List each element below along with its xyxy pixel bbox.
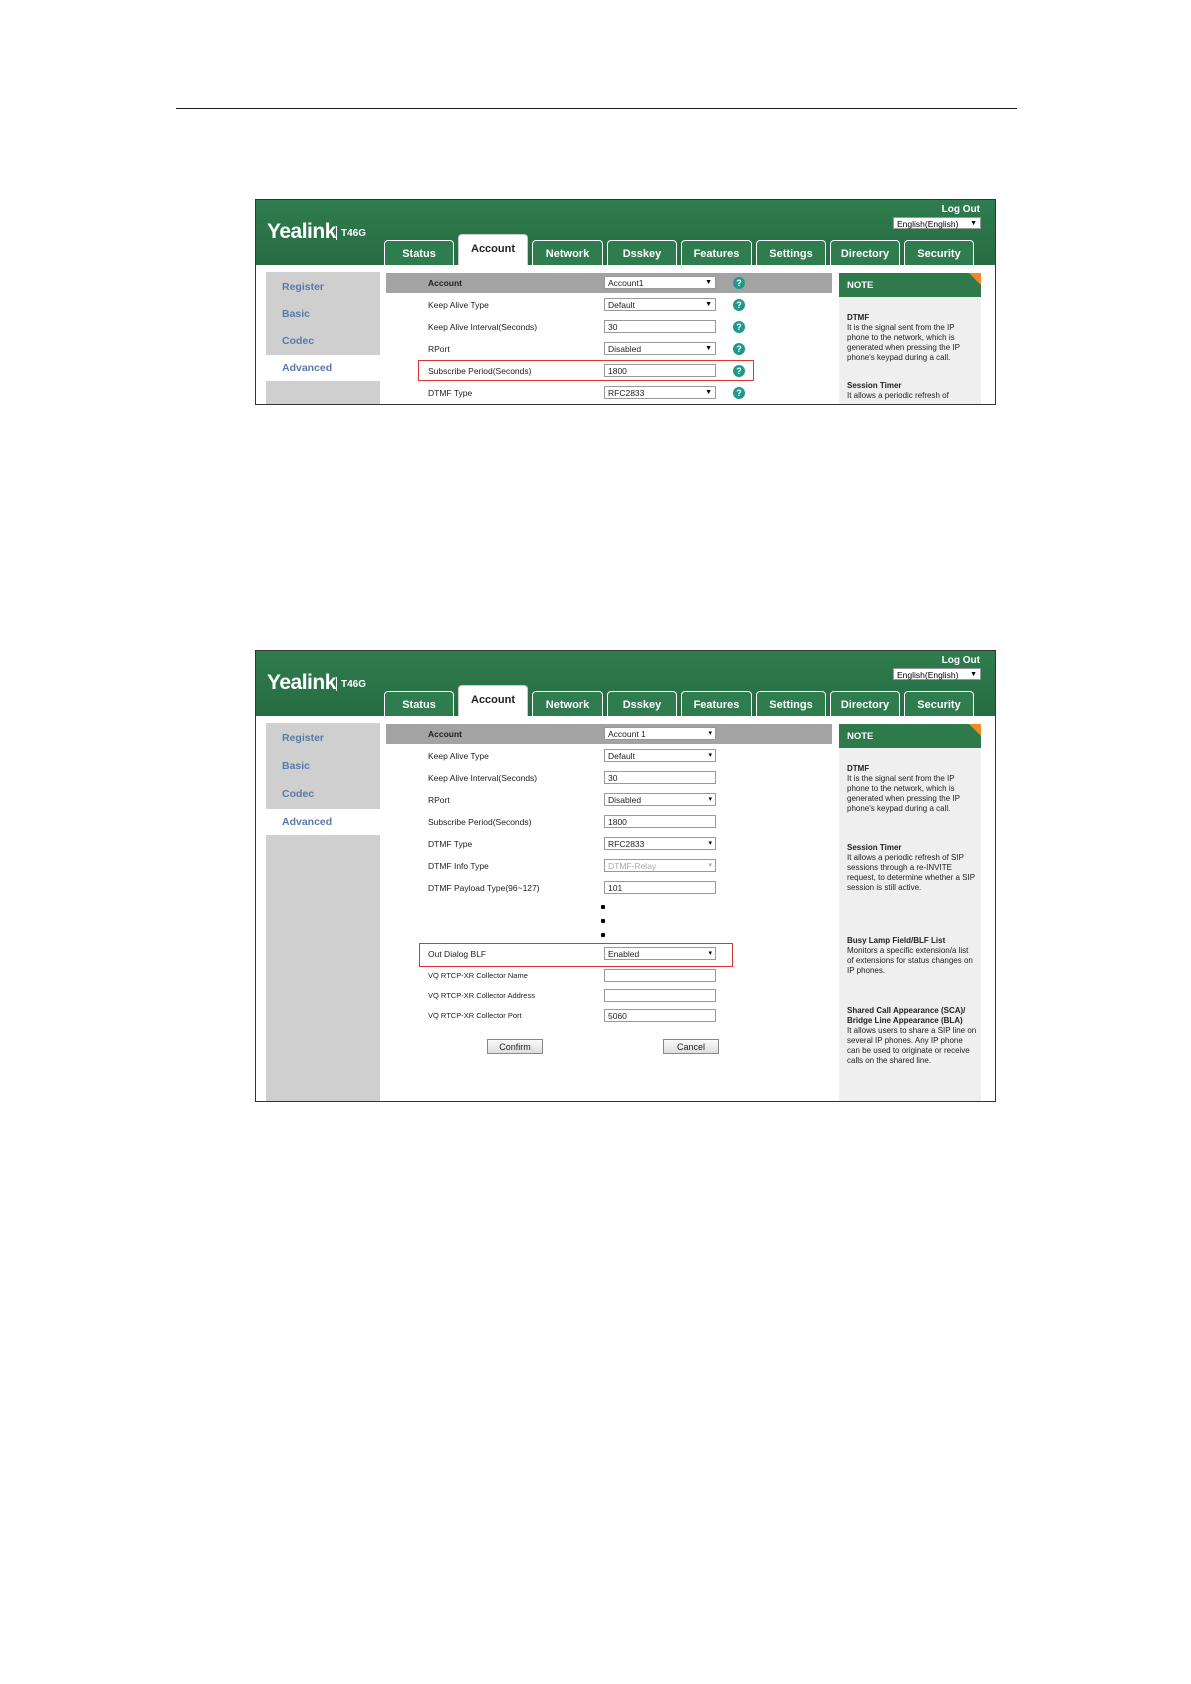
note-dtmf: [847, 764, 977, 814]
account-select[interactable]: Account1 ▼: [604, 276, 716, 289]
log-out-link[interactable]: Log Out: [941, 204, 980, 215]
help-icon[interactable]: ?: [733, 277, 745, 289]
sidebar-item-register[interactable]: Register: [282, 732, 325, 744]
chevron-down-icon: ▼: [705, 389, 712, 396]
account-row: [386, 724, 832, 744]
chevron-down-icon: ▼: [705, 345, 712, 352]
dtmf-type-row: [386, 834, 832, 854]
model-label: T46G: [336, 226, 366, 240]
highlight-box: [419, 943, 733, 967]
keep-alive-interval-input[interactable]: 30: [604, 771, 716, 784]
dtmf-info-type-select: DTMF-Relay ▾: [604, 859, 716, 872]
chevron-down-icon: ▼: [970, 220, 977, 227]
rport-row: [386, 339, 832, 359]
note-title: NOTE: [839, 273, 981, 297]
rport-select[interactable]: Disabled ▾: [604, 793, 716, 806]
chevron-down-icon: ▾: [708, 950, 712, 957]
note-panel: [839, 273, 981, 404]
dtmf-type-label: DTMF Type: [428, 388, 473, 398]
out-dialog-blf-label: Out Dialog BLF: [428, 949, 487, 959]
subscribe-period-row: [386, 812, 832, 832]
sidebar-item-codec[interactable]: Codec: [282, 335, 315, 347]
sidebar-item-advanced[interactable]: Advanced: [266, 355, 380, 381]
tab-directory[interactable]: Directory: [830, 691, 900, 716]
rport-label: RPort: [428, 795, 450, 805]
help-icon[interactable]: ?: [733, 343, 745, 355]
help-icon[interactable]: ?: [733, 321, 745, 333]
keep-alive-type-label: Keep Alive Type: [428, 300, 489, 310]
note-session-text: It allows a periodic refresh of: [847, 391, 949, 400]
log-out-link[interactable]: Log Out: [941, 655, 980, 666]
note-dtmf-text: It is the signal sent from the IP phone to the network, which is generated when pressing the IP phone's keypad during a call.: [847, 323, 960, 362]
note-dtmf-title: DTMF: [847, 764, 870, 773]
top-bar: [256, 651, 995, 716]
note-session-text: It allows a periodic refresh of SIP sessions through a re-INVITE request, to determine whether a SIP session is still active.: [847, 853, 975, 892]
note-dtmf-text: It is the signal sent from the IP phone to the network, which is generated when pressing the IP phone's keypad during a call.: [847, 774, 960, 813]
yealink-logo: Yealink: [267, 671, 336, 694]
help-icon[interactable]: ?: [733, 365, 745, 377]
keep-alive-interval-row: [386, 768, 832, 788]
account-label: Account: [428, 729, 462, 739]
tab-account[interactable]: Account: [458, 234, 528, 265]
tab-dsskey[interactable]: Dsskey: [607, 240, 677, 265]
rport-select[interactable]: Disabled ▼: [604, 342, 716, 355]
rport-row: [386, 790, 832, 810]
keep-alive-type-select[interactable]: Default ▾: [604, 749, 716, 762]
vq-collector-name-row: [386, 966, 832, 986]
dtmf-type-label: DTMF Type: [428, 839, 473, 849]
keep-alive-type-label: Keep Alive Type: [428, 751, 489, 761]
note-sca-text: It allows users to share a SIP line on several IP phones. Any IP phone can be used to originate or receive calls on the shared line.: [847, 1026, 977, 1065]
keep-alive-type-row: [386, 746, 832, 766]
vq-collector-address-row: [386, 986, 832, 1006]
account-row: [386, 273, 832, 293]
account-label: Account: [428, 278, 462, 288]
note-corner: [969, 724, 981, 736]
dtmf-type-select[interactable]: RFC2833 ▾: [604, 837, 716, 850]
note-session-title: Session Timer: [847, 381, 902, 390]
vq-collector-port-label: VQ RTCP-XR Collector Port: [428, 1011, 522, 1020]
tab-account[interactable]: Account: [458, 685, 528, 716]
subscribe-period-input[interactable]: 1800: [604, 815, 716, 828]
rport-label: RPort: [428, 344, 450, 354]
dtmf-info-type-row: [386, 856, 832, 876]
sidebar: [266, 723, 380, 1101]
tab-status[interactable]: Status: [384, 691, 454, 716]
cancel-button[interactable]: Cancel: [663, 1039, 719, 1054]
ellipsis-dot: [601, 933, 605, 937]
tab-security[interactable]: Security: [904, 691, 974, 716]
chevron-down-icon: ▾: [708, 840, 712, 847]
tab-settings[interactable]: Settings: [756, 240, 826, 265]
tab-dsskey[interactable]: Dsskey: [607, 691, 677, 716]
tab-features[interactable]: Features: [681, 691, 752, 716]
chevron-down-icon: ▾: [708, 730, 712, 737]
help-icon[interactable]: ?: [733, 299, 745, 311]
subscribe-period-label: Subscribe Period(Seconds): [428, 366, 532, 376]
note-corner: [969, 273, 981, 285]
vq-collector-name-label: VQ RTCP-XR Collector Name: [428, 971, 528, 980]
sidebar-item-basic[interactable]: Basic: [282, 308, 311, 320]
tab-directory[interactable]: Directory: [830, 240, 900, 265]
chevron-down-icon: ▼: [705, 301, 712, 308]
dtmf-type-select[interactable]: RFC2833 ▼: [604, 386, 716, 399]
page-header-rule: [176, 108, 1017, 109]
tab-network[interactable]: Network: [532, 240, 603, 265]
help-icon[interactable]: ?: [733, 387, 745, 399]
tab-network[interactable]: Network: [532, 691, 603, 716]
note-sca: [847, 1006, 977, 1066]
language-select[interactable]: English(English) ▼: [893, 217, 981, 229]
note-session-title: Session Timer: [847, 843, 902, 852]
keep-alive-type-select[interactable]: Default ▼: [604, 298, 716, 311]
note-session: [847, 843, 977, 893]
highlight-box: [418, 360, 754, 381]
keep-alive-interval-label: Keep Alive Interval(Seconds): [428, 322, 538, 332]
dtmf-payload-type-row: [386, 878, 832, 898]
note-blf: [847, 936, 977, 976]
vq-collector-port-input[interactable]: 5060: [604, 1009, 716, 1022]
note-panel: [839, 724, 981, 1101]
note-dtmf-title: DTMF: [847, 313, 870, 322]
note-session: [847, 381, 977, 401]
tab-security[interactable]: Security: [904, 240, 974, 265]
chevron-down-icon: ▼: [705, 279, 712, 286]
language-select[interactable]: English(English) ▼: [893, 668, 981, 680]
tab-settings[interactable]: Settings: [756, 691, 826, 716]
screenshot-1: [255, 199, 996, 405]
sidebar-item-codec[interactable]: Codec: [282, 788, 315, 800]
dtmf-info-type-label: DTMF Info Type: [428, 861, 489, 871]
dtmf-payload-type-label: DTMF Payload Type(96~127): [428, 883, 540, 893]
top-bar: [256, 200, 995, 265]
screenshot-2: [255, 650, 996, 1102]
subscribe-period-label: Subscribe Period(Seconds): [428, 817, 532, 827]
chevron-down-icon: ▾: [708, 796, 712, 803]
sidebar-item-register[interactable]: Register: [282, 281, 325, 293]
vq-collector-address-input[interactable]: [604, 989, 716, 1002]
model-label: T46G: [336, 677, 366, 691]
note-title: NOTE: [839, 724, 981, 748]
ellipsis-dot: [601, 919, 605, 923]
account-select[interactable]: Account 1 ▾: [604, 727, 716, 740]
tab-status[interactable]: Status: [384, 240, 454, 265]
ellipsis-dot: [601, 905, 605, 909]
vq-collector-port-row: [386, 1006, 832, 1026]
vq-collector-name-input[interactable]: [604, 969, 716, 982]
sidebar-item-advanced[interactable]: Advanced: [266, 809, 380, 835]
sidebar-item-basic[interactable]: Basic: [282, 760, 311, 772]
note-blf-text: Monitors a specific extension/a list of extensions for status changes on IP phones.: [847, 946, 973, 975]
confirm-button[interactable]: Confirm: [487, 1039, 543, 1054]
keep-alive-type-row: [386, 295, 832, 315]
out-dialog-blf-select[interactable]: Enabled ▾: [604, 947, 716, 960]
subscribe-period-input[interactable]: 1800: [604, 364, 716, 377]
keep-alive-interval-row: [386, 317, 832, 337]
dtmf-type-row: [386, 383, 832, 403]
note-dtmf: [847, 313, 977, 363]
sidebar: [266, 272, 380, 404]
tab-features[interactable]: Features: [681, 240, 752, 265]
keep-alive-interval-label: Keep Alive Interval(Seconds): [428, 773, 538, 783]
vq-collector-address-label: VQ RTCP-XR Collector Address: [428, 991, 535, 1000]
chevron-down-icon: ▾: [708, 862, 712, 869]
dtmf-payload-type-input[interactable]: 101: [604, 881, 716, 894]
keep-alive-interval-input[interactable]: 30: [604, 320, 716, 333]
note-blf-title: Busy Lamp Field/BLF List: [847, 936, 946, 945]
chevron-down-icon: ▾: [708, 752, 712, 759]
chevron-down-icon: ▼: [970, 671, 977, 678]
yealink-logo: Yealink: [267, 220, 336, 243]
note-sca-title: Shared Call Appearance (SCA)/ Bridge Line Appearance (BLA): [847, 1006, 966, 1025]
